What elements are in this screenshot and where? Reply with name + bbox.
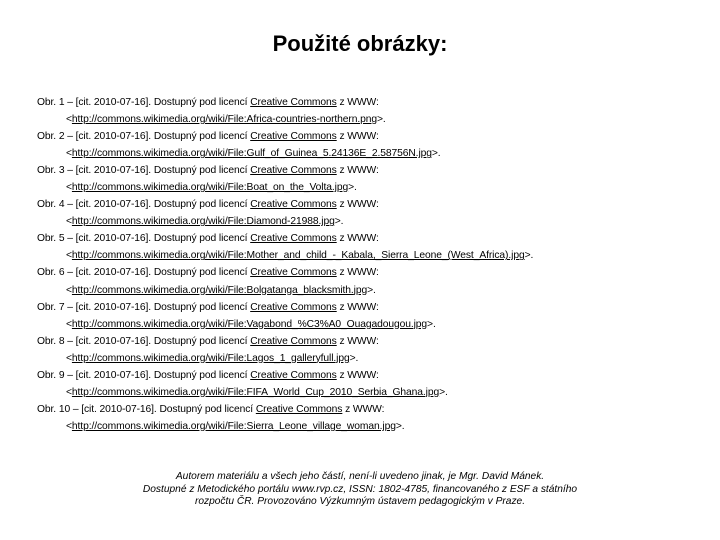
reference-url-link[interactable]: http://commons.wikimedia.org/wiki/File:Boat_on_the_Volta.jpg bbox=[71, 182, 349, 194]
reference-suffix: z WWW: bbox=[336, 131, 379, 143]
reference-url-link[interactable]: http://commons.wikimedia.org/wiki/File:Diamond-21988.jpg bbox=[71, 216, 335, 228]
reference-prefix: Obr. 6 – [cit. 2010-07-16]. Dostupný pod licencí bbox=[37, 267, 251, 279]
footer-line-portal: Dostupné z Metodického portálu www.rvp.cz, ISSN: 1802-4785, financovaného z ESF a státního bbox=[142, 483, 578, 495]
reference-url-line: <http://commons.wikimedia.org/wiki/File:Africa-countries-northern.png>. bbox=[66, 114, 386, 126]
reference-url-line: <http://commons.wikimedia.org/wiki/File:Vagabond_%C3%A0_Ouagadougou.jpg>. bbox=[66, 318, 436, 330]
reference-url-link[interactable]: http://commons.wikimedia.org/wiki/File:Gulf_of_Guinea_5.24136E_2.58756N.jpg bbox=[71, 148, 432, 160]
reference-prefix: Obr. 2 – [cit. 2010-07-16]. Dostupný pod licencí bbox=[37, 131, 251, 143]
creative-commons-link[interactable]: Creative Commons bbox=[250, 335, 337, 347]
reference-prefix: Obr. 3 – [cit. 2010-07-16]. Dostupný pod licencí bbox=[37, 165, 251, 177]
reference-url-link[interactable]: http://commons.wikimedia.org/wiki/File:Mother_and_child_-_Kabala,_Sierra_Leone_(West_Africa).jpg bbox=[71, 250, 525, 262]
reference-head bbox=[37, 196, 707, 213]
creative-commons-link[interactable]: Creative Commons bbox=[250, 267, 337, 279]
reference-prefix: Obr. 1 – [cit. 2010-07-16]. Dostupný pod licencí bbox=[37, 97, 251, 108]
reference-suffix: z WWW: bbox=[336, 199, 379, 211]
reference-url-link[interactable]: http://commons.wikimedia.org/wiki/File:Lagos_1_galleryfull.jpg bbox=[71, 352, 350, 364]
footer-credits bbox=[110, 471, 610, 509]
reference-url-line: <http://commons.wikimedia.org/wiki/File:Bolgatanga_blacksmith.jpg>. bbox=[66, 284, 376, 296]
reference-prefix: Obr. 10 – [cit. 2010-07-16]. Dostupný pod licencí bbox=[37, 403, 256, 415]
reference-item bbox=[37, 128, 707, 162]
reference-head bbox=[37, 94, 707, 111]
creative-commons-link[interactable]: Creative Commons bbox=[250, 369, 337, 381]
reference-url-link[interactable]: http://commons.wikimedia.org/wiki/File:Africa-countries-northern.png bbox=[71, 114, 378, 126]
reference-item bbox=[37, 94, 707, 128]
reference-prefix: Obr. 8 – [cit. 2010-07-16]. Dostupný pod licencí bbox=[37, 335, 251, 347]
creative-commons-link[interactable]: Creative Commons bbox=[250, 233, 337, 245]
reference-url-line: <http://commons.wikimedia.org/wiki/File:Mother_and_child_-_Kabala,_Sierra_Leone_(West_Africa).jpg>. bbox=[66, 250, 534, 262]
reference-url-line: <http://commons.wikimedia.org/wiki/File:Boat_on_the_Volta.jpg>. bbox=[66, 182, 357, 194]
reference-head bbox=[37, 401, 707, 418]
reference-item bbox=[37, 230, 707, 264]
reference-item bbox=[37, 162, 707, 196]
reference-item bbox=[37, 264, 707, 298]
reference-head bbox=[37, 230, 707, 247]
reference-item bbox=[37, 196, 707, 230]
creative-commons-link[interactable]: Creative Commons bbox=[250, 97, 337, 108]
creative-commons-link[interactable]: Creative Commons bbox=[250, 301, 337, 313]
reference-url-line: <http://commons.wikimedia.org/wiki/File:Diamond-21988.jpg>. bbox=[66, 216, 344, 228]
footer-line-author: Autorem materiálu a všech jeho částí, není-li uvedeno jinak, je Mgr. David Mánek. bbox=[175, 471, 545, 482]
reference-suffix: z WWW: bbox=[336, 301, 379, 313]
reference-item bbox=[37, 367, 707, 401]
reference-item bbox=[37, 401, 707, 435]
reference-url-link[interactable]: http://commons.wikimedia.org/wiki/File:Vagabond_%C3%A0_Ouagadougou.jpg bbox=[71, 318, 428, 330]
reference-prefix: Obr. 5 – [cit. 2010-07-16]. Dostupný pod licencí bbox=[37, 233, 251, 245]
reference-head bbox=[37, 333, 707, 350]
creative-commons-link[interactable]: Creative Commons bbox=[250, 165, 337, 177]
reference-list bbox=[37, 94, 707, 435]
reference-url-line: <http://commons.wikimedia.org/wiki/File:Sierra_Leone_village_woman.jpg>. bbox=[66, 420, 405, 432]
footer-line-operator: rozpočtu ČR. Provozováno Výzkumným ústavem pedagogickým v Praze. bbox=[194, 496, 526, 508]
creative-commons-link[interactable]: Creative Commons bbox=[255, 403, 343, 415]
reference-url-link[interactable]: http://commons.wikimedia.org/wiki/File:Bolgatanga_blacksmith.jpg bbox=[71, 284, 368, 296]
reference-suffix: z WWW: bbox=[336, 97, 379, 108]
reference-head bbox=[37, 367, 707, 384]
reference-head bbox=[37, 299, 707, 316]
reference-url-link[interactable]: http://commons.wikimedia.org/wiki/File:FIFA_World_Cup_2010_Serbia_Ghana.jpg bbox=[71, 386, 440, 398]
reference-head bbox=[37, 162, 707, 179]
reference-suffix: z WWW: bbox=[336, 233, 379, 245]
reference-suffix: z WWW: bbox=[336, 335, 379, 347]
creative-commons-link[interactable]: Creative Commons bbox=[250, 131, 337, 143]
reference-url-line: <http://commons.wikimedia.org/wiki/File:FIFA_World_Cup_2010_Serbia_Ghana.jpg>. bbox=[66, 386, 448, 398]
reference-prefix: Obr. 4 – [cit. 2010-07-16]. Dostupný pod licencí bbox=[37, 199, 251, 211]
page-title: Použité obrázky: bbox=[272, 31, 448, 56]
reference-url-line: <http://commons.wikimedia.org/wiki/File:Gulf_of_Guinea_5.24136E_2.58756N.jpg>. bbox=[66, 148, 441, 160]
reference-url-link[interactable]: http://commons.wikimedia.org/wiki/File:Sierra_Leone_village_woman.jpg bbox=[71, 420, 396, 432]
creative-commons-link[interactable]: Creative Commons bbox=[250, 199, 337, 211]
reference-head bbox=[37, 264, 707, 281]
reference-head bbox=[37, 128, 707, 145]
reference-item bbox=[37, 333, 707, 367]
reference-suffix: z WWW: bbox=[336, 369, 379, 381]
reference-suffix: z WWW: bbox=[336, 165, 379, 177]
reference-suffix: z WWW: bbox=[342, 403, 385, 415]
reference-prefix: Obr. 9 – [cit. 2010-07-16]. Dostupný pod licencí bbox=[37, 369, 251, 381]
reference-suffix: z WWW: bbox=[336, 267, 379, 279]
reference-prefix: Obr. 7 – [cit. 2010-07-16]. Dostupný pod licencí bbox=[37, 301, 251, 313]
reference-url-line: <http://commons.wikimedia.org/wiki/File:Lagos_1_galleryfull.jpg>. bbox=[66, 352, 359, 364]
reference-item bbox=[37, 299, 707, 333]
